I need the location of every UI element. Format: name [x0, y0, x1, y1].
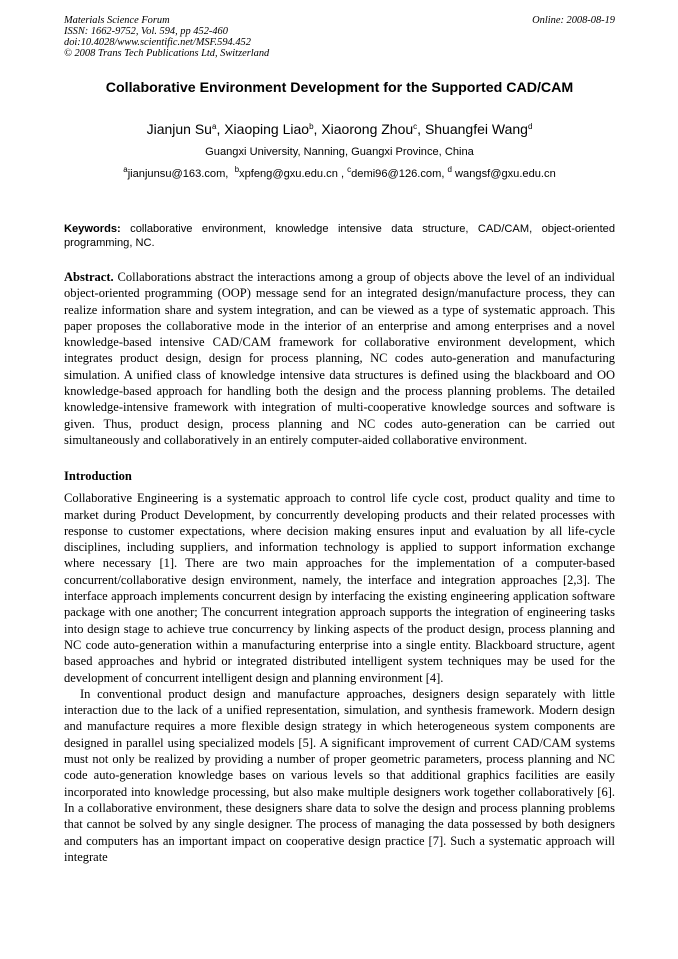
email-address: jianjunsu@163.com,: [127, 168, 229, 180]
author-superscript: d: [527, 122, 533, 131]
author-list: Jianjun Su$^a$, Xiaoping Liao$^b$, Xiaorong Zhou$^c$, Shuangfei Wang$^d$: [146, 121, 533, 137]
author-superscript: c: [413, 122, 418, 131]
email-superscript: a: [123, 165, 128, 174]
body-paragraph: Collaborative Engineering is a systematic approach to control life cycle cost, product quality and time to market during Product Development, by concurrently developing products and their related processes with response to customer expectations, where decision making ensures input and evaluation by all life-cycle disciplines, including suppliers, and information technology is applied to support information exchange where necessary [1]. There are two main approaches for the implementation of a computer-based concurrent/collaborative design environment, namely, the interface and integration approaches [2,3]. The interface approach implements concurrent design by interfacing the existing engineering application software package with one another; The concurrent integration approach supports the integration of engineering tasks into design stage to achieve true concurrency by linking aspects of the product design, process planning and NC code auto-generation within a manufacturing enterprise into a single entity. Blackboard structure, agent based approaches and hybrid or integrated distributed intelligent system techniques may be used for the development of concurrent intelligent design and planning environment [4].: [64, 491, 615, 685]
copyright-line: © 2008 Trans Tech Publications Ltd, Switzerland: [64, 48, 270, 59]
author-superscript: a: [211, 122, 217, 131]
author-superscript: b: [309, 122, 314, 131]
journal-header: [64, 15, 615, 59]
online-date: Online: 2008-08-19: [532, 15, 615, 26]
author-name: Shuangfei Wang: [424, 121, 528, 137]
email-superscript: c: [347, 165, 352, 174]
author-name: Xiaorong Zhou: [321, 121, 414, 137]
keywords-text: collaborative environment, knowledge intensive data structure, CAD/CAM, object-oriented programming, NC.: [64, 223, 615, 249]
email-list: [64, 165, 615, 180]
doi-line: doi:10.4028/www.scientific.net/MSF.594.452: [64, 37, 251, 48]
body-paragraph: In conventional product design and manufacture approaches, designers design separately with little interaction due to the lack of a unified representation, simulation, and synthesis framework. Modern design and manufacture requires a more flexible design strategy in which heterogeneous system components are designed in parallel using specialized models [5]. A significant improvement of current CAD/CAM systems must not only be realized by providing a number of proper geometric parameters, process planning and NC code auto-generation knowledge bases on various levels so that additional graphics facilities are easily incorporated into knowledge processing, but also make multiple designers work together collaboratively [6]. In a collaborative environment, these designers share data to solve the design and process planning problems that cannot be solved by any single designer. The process of managing the data possessed by both designers and computers has an important impact on cooperative design practice [7]. Such a systematic approach will integrate: [64, 686, 615, 864]
email-address: demi96@126.com,: [351, 168, 445, 180]
abstract-text: Collaborations abstract the interactions among a group of objects above the level of an individual object-oriented programming (OOP) message send for an integrated design/manufacture process, they can realize information share and system integration, and can be viewed as a type of systematic approach. This paper proposes the collaborative mode in the interior of an enterprise and among enterprises and a novel knowledge-based intensive CAD/CAM framework for collaborative environment development, which integrates product design, design for process planning, NC codes auto-generation and manufacturing simulation. A unified class of knowledge intensive data structures is defined using the blackboard and OO knowledge-based approach for handling both the design and the process planning problems. The detailed knowledge-intensive framework with integration of multi-cooperative knowledge sources and software is given. Thus, product design, process planning and NC codes auto-generation can be carried out simultaneously and collaboratively in an entirely computer-aided collaborative environment.: [64, 270, 616, 447]
journal-name: Materials Science Forum: [64, 15, 170, 26]
paper-title: Collaborative Environment Development for the Supported CAD/CAM: [105, 80, 574, 96]
abstract-label: Abstract.: [64, 270, 114, 284]
author-name: Jianjun Su: [146, 121, 212, 137]
email-address: xpfeng@gxu.edu.cn ,: [239, 168, 345, 180]
paper-page: [64, 15, 615, 865]
issn-line: ISSN: 1662-9752, Vol. 594, pp 452-460: [64, 26, 228, 37]
affiliation: Guangxi University, Nanning, Guangxi Province, China: [205, 146, 474, 158]
keywords-label: Keywords:: [64, 223, 121, 235]
keywords-block: [64, 222, 615, 250]
email-address: wangsf@gxu.edu.cn: [455, 168, 556, 180]
abstract-block: [64, 269, 615, 448]
email-superscript: d: [447, 165, 452, 174]
email-superscript: b: [234, 165, 240, 174]
author-name: Xiaoping Liao: [224, 121, 310, 137]
section-heading: Introduction: [64, 469, 132, 484]
